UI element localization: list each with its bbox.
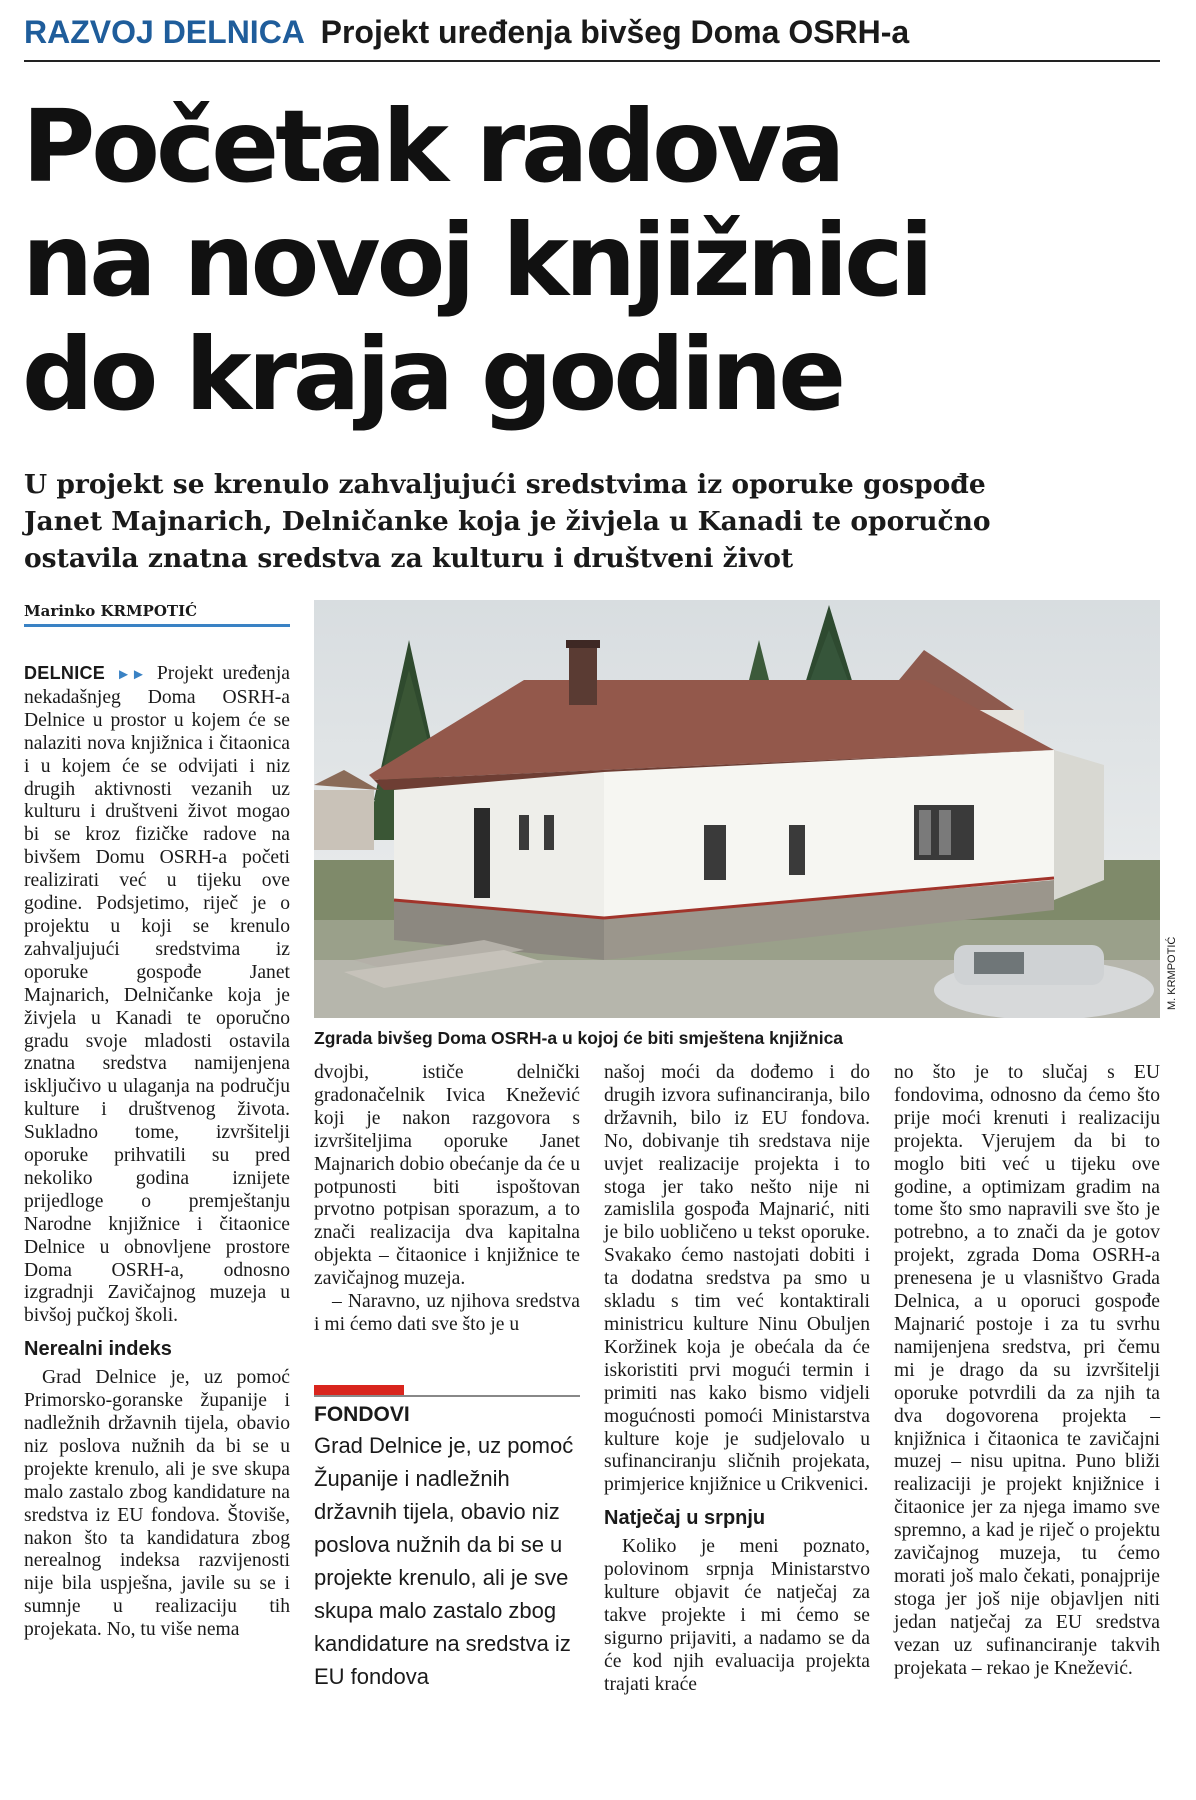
article-paragraph: našoj moći da dođemo i do drugih izvora sufinanciranja, bilo državnih, bilo iz EU fondova. No, dobivanje tih sredstava nije uvjet realizacije projekta i to stoga jer tako nešto nije ni zamislila gospođa Majnarić, niti je bilo uobličeno u tekst oporuke. Svakako ćemo nastojati dobiti i ta dodatna sredstva pa smo u skladu s tim već kontaktirali ministricu kulture Ninu Obuljen Koržinek koja je obećala da će iskoristiti prvi mogući termin i primiti nas kako bismo vidjeli mogućnosti pomoći Ministarstva kulture koje je sudjelovalo u sufinanciranju sličnih projekata, primjerice knjižnice u Crikvenici. [604, 1062, 870, 1496]
article-paragraph: Koliko je meni poznato, polovinom srpnja Ministarstvo kulture objavit će natječaj za takve projekte i mi ćemo se sigurno prijaviti, a nadamo se da će kod njih evaluacija projekta trajati kraće [604, 1536, 870, 1695]
dateline-arrow-icon: ►► [116, 667, 146, 683]
section-label: RAZVOJ DELNICA [24, 14, 304, 50]
deck-line: U projekt se krenulo zahvaljujući sredstvima iz oporuke gospođe [24, 469, 986, 500]
box-title: FONDOVI [314, 1403, 410, 1426]
subhead: Natječaj u srpnju [604, 1507, 766, 1530]
box-text: Grad Delnice je, uz pomoć Županije i nadležnih državnih tijela, obavio niz poslova nužnih da bi se u projekte krenulo, ali je sve skupa malo zastalo zbog kandidature na sredstva iz EU fondova [314, 1433, 574, 1689]
headline-line: do kraja godine [22, 316, 843, 433]
dateline: DELNICE [24, 663, 106, 683]
photo-credit: M. KRMPOTIĆ [1166, 936, 1178, 1010]
top-rule [24, 60, 1160, 62]
headline-line: na novoj knjižnici [22, 202, 930, 319]
building-photo [314, 600, 1160, 1018]
headline [22, 90, 1172, 432]
box-accent-bar [314, 1385, 404, 1395]
fondovi-box [314, 1385, 580, 1693]
article-paragraph: Projekt uređenja nekadašnjeg Doma OSRH-a Delnice u prostor u kojem će se nalaziti nova knjižnica i čitaonica i u kojem će se odvijati i niz drugih aktivnosti vezanih uz kulturu i društveni život mogao bi se kroz fizičke radove na bivšem Domu OSRH-a početi realizirati već u tijeku ove godine. Podsjetimo, riječ je o projektu u koji se krenulo zahvaljujući sredstvima iz oporuke gospođe Janet Majnarich, Delničanke koja je živjela u Kanadi te oporučno gradu svoje mladosti ostavila znatna sredstva namijenjena isključivo u ulaganja na području kulture i društvenog života. Sukladno tome, izvršitelji oporuke prihvatili su pred nekoliko godina iznijete prijedloge o premještanju Narodne knjižnice i čitaonice Delnice u obnovljene prostore Doma OSRH-a, odnosno izgradnji Zavičajnog muzeja u bivšoj pučkoj školi. [24, 663, 290, 1327]
box-rule [314, 1395, 580, 1397]
deck-line: ostavila znatna sredstva za kulturu i društveni život [24, 543, 794, 574]
article-column-2 [314, 1062, 580, 1337]
kicker [24, 14, 909, 51]
deck-line: Janet Majnarich, Delničanke koja je živjela u Kanadi te oporučno [24, 506, 991, 537]
subhead: Nerealni indeks [24, 1338, 172, 1361]
article-column-4 [894, 1062, 1160, 1680]
byline: Marinko KRMPOTIĆ [24, 602, 290, 627]
kicker-subtitle: Projekt uređenja bivšeg Doma OSRH-a [320, 14, 910, 50]
article-paragraph: Grad Delnice je, uz pomoć Primorsko-goranske županije i nadležnih državnih tijela, obavio niz poslova nužnih da bi se u projekte krenulo, ali je sve skupa malo zastalo zbog kandidature na sredstva iz EU fondova. Štoviše, nakon što ta kandidatura zbog nerealnog indeksa razvijenosti nije bila uspješna, javile su se i sumnje u realizaciju tih projekata. No, tu više nema [24, 1367, 290, 1641]
article-paragraph: dvojbi, ističe delnički gradonačelnik Ivica Knežević koji je nakon razgovora s izvršiteljima oporuke Janet Majnarich dobio obećanje da će u potpunosti biti ispoštovan prvotno potpisan sporazum, a to znači realizacija dva kapitalna objekta – čitaonice i knjižnice te zavičajnog muzeja. [314, 1062, 580, 1290]
article-column-3 [604, 1062, 870, 1696]
article-paragraph: no što je to slučaj s EU fondovima, odnosno da ćemo što prije moći krenuti i realizaciju projekta. Vjerujem da bi to moglo biti već u tijeku ove godine, a optimizam gradim na tome što smo napravili sve što je potrebno, a to znači da je gotov projekt, zgrada Doma OSRH-a prenesena je u vlasništvo Grada Delnica, a u oporuci gospođe Majnarić postoje i za tu svrhu namijenjena sredstva, pri čemu mi je drago da su izvršitelji oporuke potvrdili da za njih ta dva dogovorena projekta – knjižnica i čitaonica te zavičajni muzej – nisu upitna. Puno bliži realizaciji je projekt knjižnice i čitaonice jer za njega imamo sve spremno, a kad je riječ o projektu zavičajnog muzeja, tu ćemo morati još malo čekati, ponajprije stoga jer još nije objavljen niti jedan natječaj za EU sredstva vezan uz sufinanciranje takvih projekata – rekao je Knežević. [894, 1062, 1160, 1679]
headline-line: Početak radova [22, 88, 842, 205]
photo-caption: Zgrada bivšeg Doma OSRH-a u kojoj će biti smještena knjižnica [314, 1028, 844, 1048]
article-paragraph: – Naravno, uz njihova sredstva i mi ćemo dati sve što je u [314, 1291, 580, 1335]
deck [24, 466, 1164, 577]
article-column-1 [24, 662, 290, 1642]
